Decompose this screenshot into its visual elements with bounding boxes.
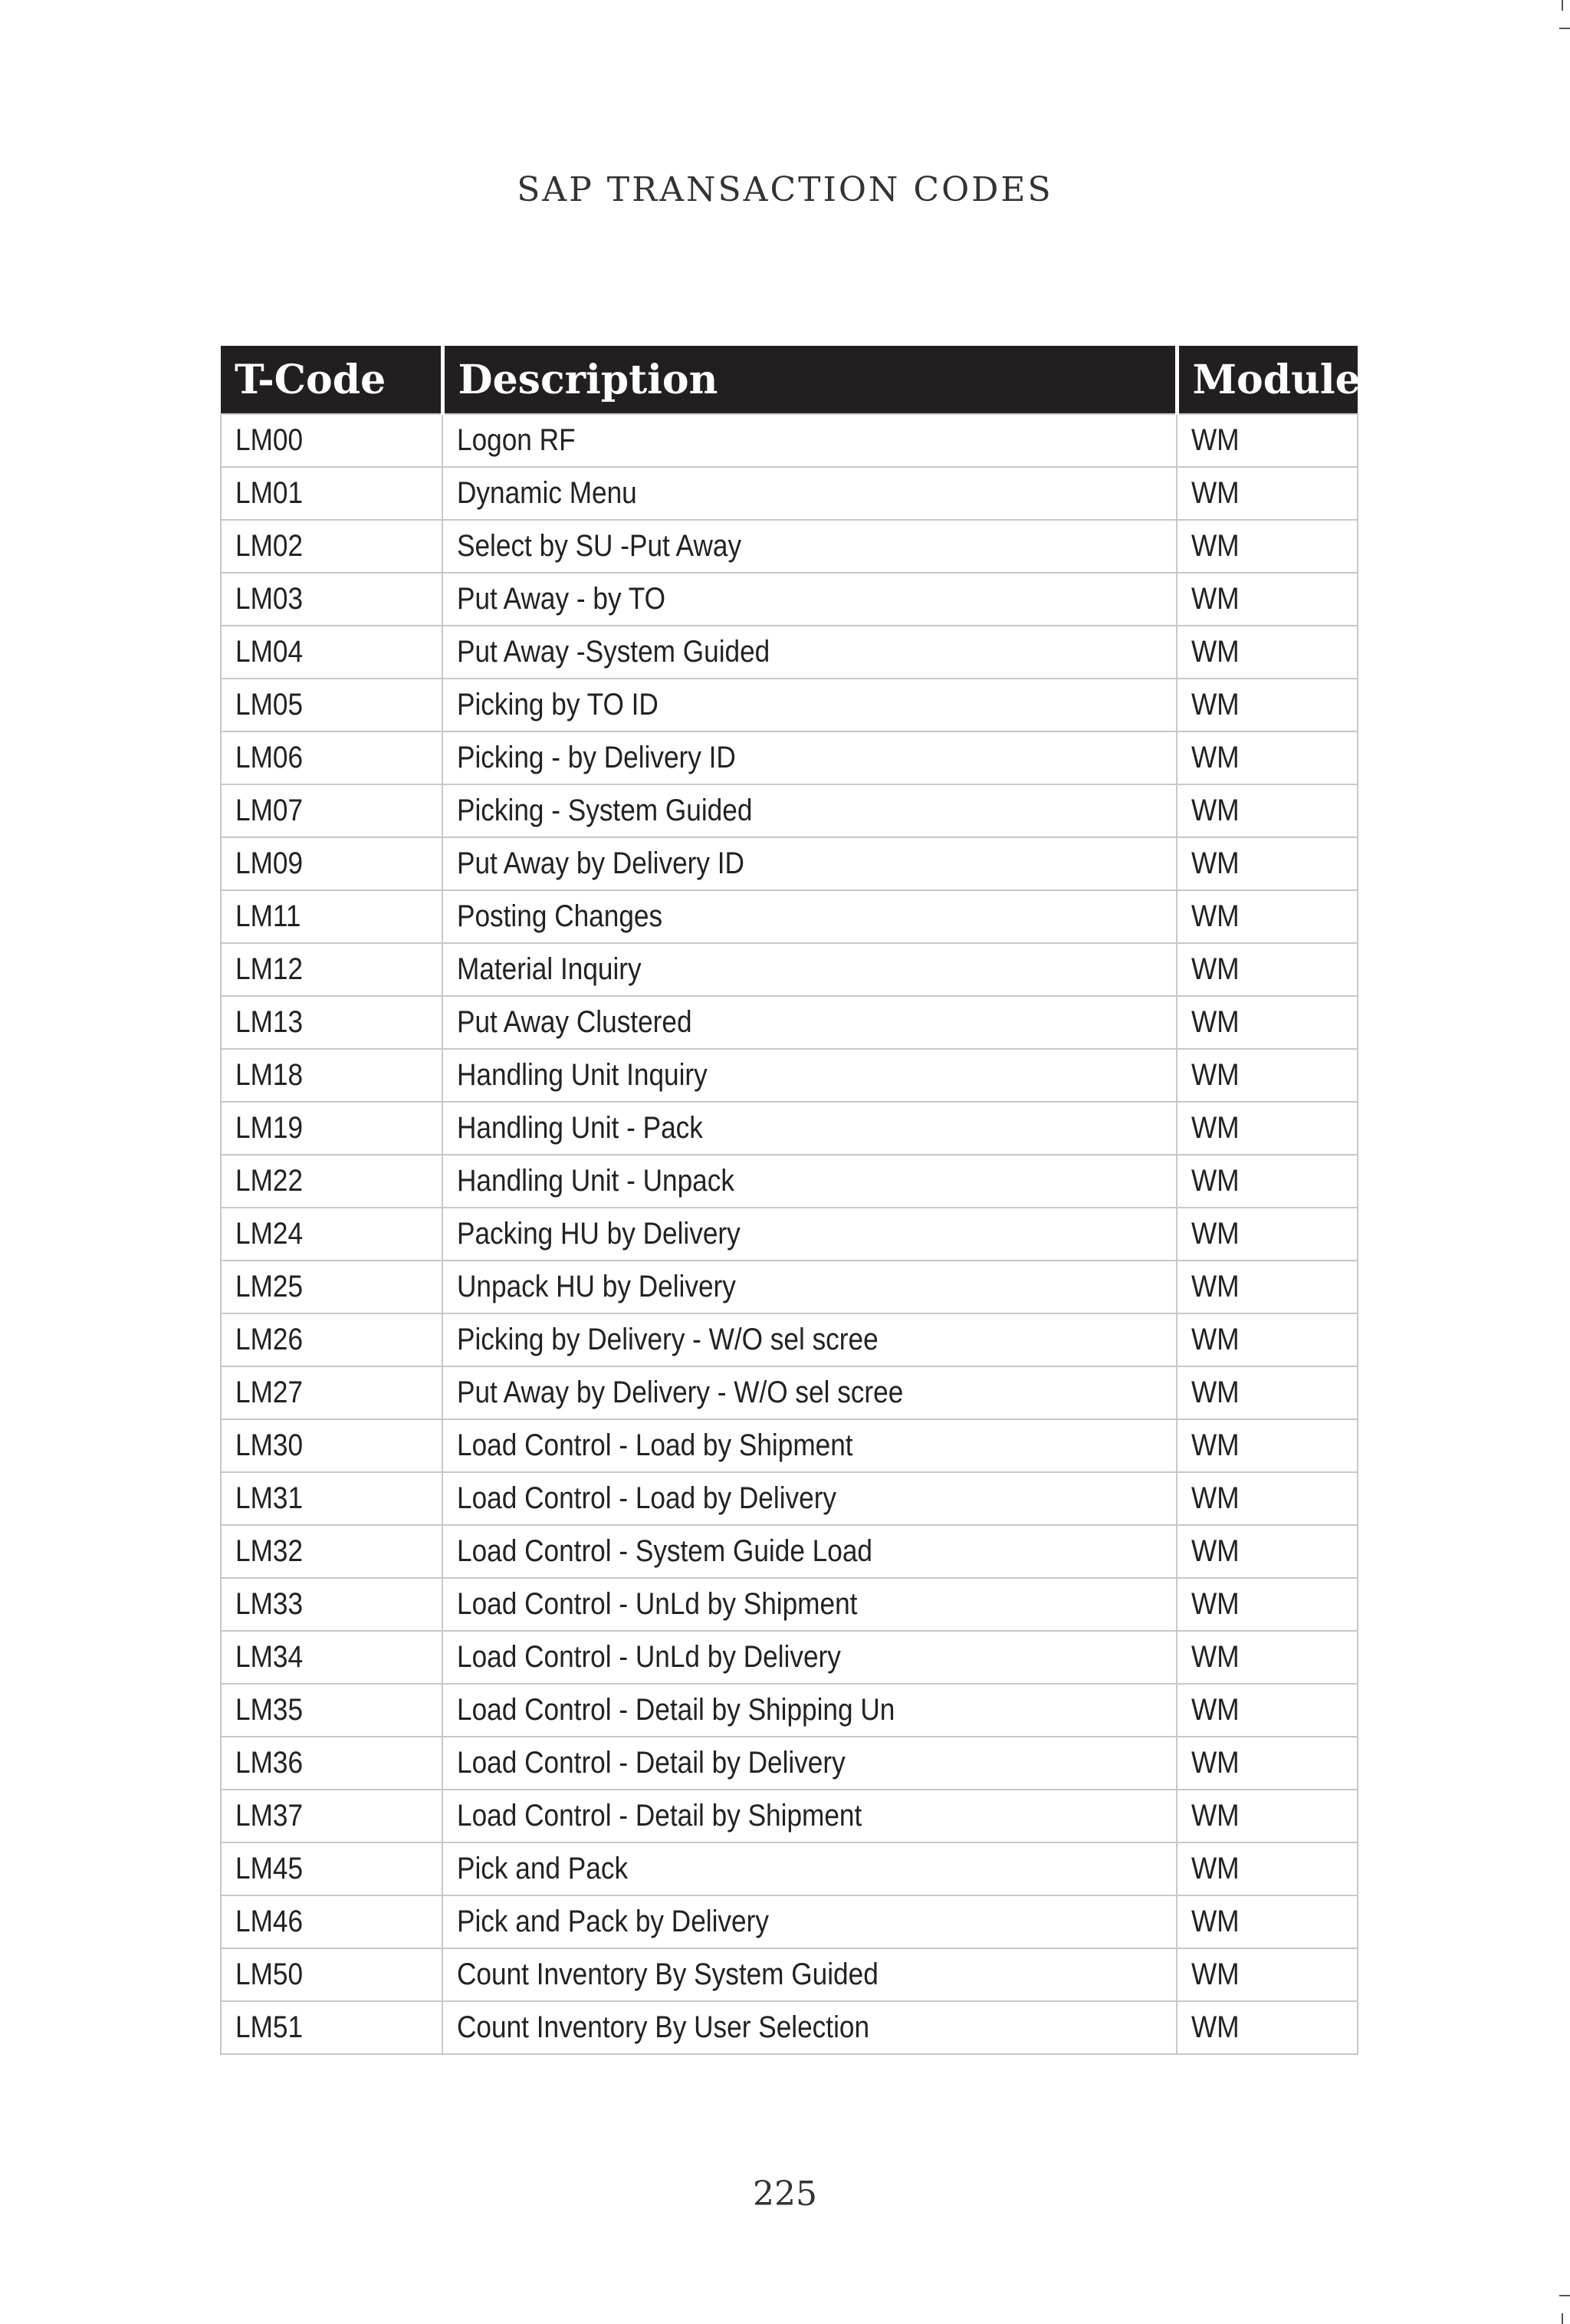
description-text: Count Inventory By User Selection	[457, 2010, 870, 2044]
table-row	[221, 414, 1358, 467]
tcode-text: LM02	[235, 529, 304, 563]
description-cell	[442, 1631, 1177, 1684]
description-cell	[442, 784, 1177, 837]
module-text: WM	[1191, 476, 1240, 510]
tcode-cell	[221, 1578, 442, 1631]
table-row	[221, 1366, 1358, 1419]
module-cell	[1177, 1261, 1358, 1313]
table-body	[221, 414, 1358, 2054]
description-cell	[442, 1049, 1177, 1102]
description-text: Load Control - Load by Delivery	[457, 1481, 837, 1515]
tcode-cell	[221, 1208, 442, 1261]
description-cell	[442, 1472, 1177, 1525]
description-cell	[442, 943, 1177, 996]
tcode-cell	[221, 890, 442, 943]
table-row	[221, 1102, 1358, 1155]
tcode-text: LM24	[235, 1217, 304, 1251]
tcode-text: LM27	[235, 1376, 304, 1409]
description-cell	[442, 1366, 1177, 1419]
crop-mark-top-right-horizontal	[1559, 28, 1570, 29]
module-cell	[1177, 1737, 1358, 1790]
description-text: Put Away by Delivery ID	[457, 846, 744, 880]
transaction-codes-table	[220, 346, 1361, 2055]
module-text: WM	[1191, 1428, 1240, 1462]
table-row	[221, 1525, 1358, 1578]
module-cell	[1177, 1472, 1358, 1525]
description-text: Unpack HU by Delivery	[457, 1270, 736, 1303]
table-row	[221, 1684, 1358, 1737]
tcode-text: LM51	[235, 2010, 304, 2044]
description-cell	[442, 626, 1177, 679]
description-text: Posting Changes	[457, 899, 663, 933]
tcode-cell	[221, 943, 442, 996]
module-text: WM	[1191, 1376, 1240, 1409]
table-row	[221, 573, 1358, 626]
tcode-cell	[221, 573, 442, 626]
tcode-text: LM06	[235, 741, 304, 774]
module-text: WM	[1191, 582, 1240, 616]
description-text: Load Control - UnLd by Delivery	[457, 1640, 841, 1674]
table-row	[221, 1948, 1358, 2001]
tcode-cell	[221, 626, 442, 679]
crop-mark-bottom-right-horizontal	[1559, 2295, 1570, 2296]
tcode-cell	[221, 1049, 442, 1102]
crop-mark-top-right-vertical	[1562, 0, 1563, 11]
description-text: Picking - System Guided	[457, 794, 753, 827]
tcode-text: LM46	[235, 1905, 304, 1938]
table-row	[221, 679, 1358, 731]
description-text: Put Away - by TO	[457, 582, 665, 616]
module-text: WM	[1191, 1058, 1240, 1092]
module-text: WM	[1191, 1323, 1240, 1356]
tcode-cell	[221, 1102, 442, 1155]
tcode-cell	[221, 467, 442, 520]
table-row	[221, 520, 1358, 573]
module-text: WM	[1191, 1534, 1240, 1568]
description-cell	[442, 996, 1177, 1049]
tcode-text: LM09	[235, 846, 304, 880]
table-row	[221, 784, 1358, 837]
table-row	[221, 1895, 1358, 1948]
tcode-text: LM22	[235, 1164, 304, 1198]
description-text: Put Away by Delivery - W/O sel scree	[457, 1376, 904, 1409]
description-text: Load Control - Detail by Delivery	[457, 1746, 846, 1780]
tcode-cell	[221, 1472, 442, 1525]
module-text: WM	[1191, 529, 1240, 563]
table-row	[221, 1578, 1358, 1631]
description-text: Put Away Clustered	[457, 1005, 692, 1039]
tcode-cell	[221, 1842, 442, 1895]
description-cell	[442, 1737, 1177, 1790]
module-cell	[1177, 1155, 1358, 1208]
tcode-text: LM13	[235, 1005, 304, 1039]
description-text: Logon RF	[457, 423, 576, 457]
tcode-text: LM11	[235, 899, 301, 933]
module-cell	[1177, 1525, 1358, 1578]
description-cell	[442, 1895, 1177, 1948]
tcode-cell	[221, 784, 442, 837]
tcode-cell	[221, 679, 442, 731]
tcode-cell	[221, 2001, 442, 2054]
table-row	[221, 1631, 1358, 1684]
module-cell	[1177, 1790, 1358, 1842]
tcode-text: LM19	[235, 1111, 304, 1145]
tcode-cell	[221, 837, 442, 890]
description-cell	[442, 1261, 1177, 1313]
tcode-cell	[221, 1525, 442, 1578]
module-text: WM	[1191, 1799, 1240, 1833]
description-cell	[442, 467, 1177, 520]
module-cell	[1177, 1049, 1358, 1102]
table-row	[221, 1049, 1358, 1102]
table-row	[221, 837, 1358, 890]
description-text: Picking by Delivery - W/O sel scree	[457, 1323, 879, 1356]
description-cell	[442, 1102, 1177, 1155]
tcode-text: LM30	[235, 1428, 304, 1462]
tcode-cell	[221, 731, 442, 784]
module-text: WM	[1191, 1111, 1240, 1145]
module-cell	[1177, 837, 1358, 890]
description-text: Material Inquiry	[457, 952, 642, 986]
tcode-text: LM18	[235, 1058, 304, 1092]
description-cell	[442, 1578, 1177, 1631]
table-row	[221, 1155, 1358, 1208]
module-cell	[1177, 784, 1358, 837]
module-text: WM	[1191, 1693, 1240, 1727]
tcode-text: LM26	[235, 1323, 304, 1356]
tcode-cell	[221, 996, 442, 1049]
description-cell	[442, 890, 1177, 943]
description-text: Load Control - Detail by Shipping Un	[457, 1693, 895, 1727]
module-cell	[1177, 2001, 1358, 2054]
tcode-text: LM50	[235, 1957, 304, 1991]
description-cell	[442, 573, 1177, 626]
tcode-text: LM12	[235, 952, 304, 986]
tcode-text: LM45	[235, 1852, 304, 1885]
tcode-text: LM04	[235, 635, 304, 669]
description-text: Handling Unit Inquiry	[457, 1058, 708, 1092]
table-row	[221, 1313, 1358, 1366]
module-cell	[1177, 1684, 1358, 1737]
description-text: Load Control - Detail by Shipment	[457, 1799, 862, 1833]
tcode-text: LM34	[235, 1640, 304, 1674]
table-row	[221, 1472, 1358, 1525]
table-row	[221, 2001, 1358, 2054]
description-text: Handling Unit - Unpack	[457, 1164, 734, 1198]
tcode-cell	[221, 1684, 442, 1737]
module-cell	[1177, 1208, 1358, 1261]
table-row	[221, 1419, 1358, 1472]
module-cell	[1177, 679, 1358, 731]
description-cell	[442, 1208, 1177, 1261]
tcode-cell	[221, 1790, 442, 1842]
description-cell	[442, 731, 1177, 784]
tcode-cell	[221, 1948, 442, 2001]
tcode-cell	[221, 1419, 442, 1472]
description-cell	[442, 1842, 1177, 1895]
module-text: WM	[1191, 635, 1240, 669]
tcode-cell	[221, 1895, 442, 1948]
module-cell	[1177, 467, 1358, 520]
module-text: WM	[1191, 1852, 1240, 1885]
module-text: WM	[1191, 1640, 1240, 1674]
tcode-cell	[221, 1366, 442, 1419]
tcode-text: LM05	[235, 688, 304, 722]
tcode-cell	[221, 1313, 442, 1366]
module-cell	[1177, 1366, 1358, 1419]
module-cell	[1177, 1419, 1358, 1472]
description-cell	[442, 2001, 1177, 2054]
table-row	[221, 731, 1358, 784]
module-text: WM	[1191, 741, 1240, 774]
module-text: WM	[1191, 423, 1240, 457]
description-cell	[442, 1155, 1177, 1208]
tcode-cell	[221, 520, 442, 573]
module-cell	[1177, 1948, 1358, 2001]
description-cell	[442, 679, 1177, 731]
tcode-text: LM07	[235, 794, 304, 827]
module-cell	[1177, 890, 1358, 943]
module-text: WM	[1191, 952, 1240, 986]
table-row	[221, 1261, 1358, 1313]
module-cell	[1177, 1842, 1358, 1895]
description-text: Picking - by Delivery ID	[457, 741, 736, 774]
tcode-text: LM35	[235, 1693, 304, 1727]
description-text: Picking by TO ID	[457, 688, 659, 722]
table-row	[221, 1842, 1358, 1895]
module-text: WM	[1191, 846, 1240, 880]
description-cell	[442, 1525, 1177, 1578]
description-cell	[442, 1790, 1177, 1842]
description-text: Load Control - Load by Shipment	[457, 1428, 853, 1462]
crop-mark-bottom-right-vertical	[1562, 2313, 1563, 2324]
tcode-text: LM25	[235, 1270, 304, 1303]
tcode-text: LM37	[235, 1799, 304, 1833]
table-row	[221, 890, 1358, 943]
module-cell	[1177, 996, 1358, 1049]
module-text: WM	[1191, 688, 1240, 722]
module-cell	[1177, 1313, 1358, 1366]
running-head: SAP TRANSACTION CODES	[517, 170, 1053, 209]
tcode-text: LM31	[235, 1481, 304, 1515]
module-cell	[1177, 1102, 1358, 1155]
tcode-cell	[221, 1631, 442, 1684]
description-text: Put Away -System Guided	[457, 635, 770, 669]
description-text: Select by SU -Put Away	[457, 529, 742, 563]
module-text: WM	[1191, 1957, 1240, 1991]
module-cell	[1177, 520, 1358, 573]
table-row	[221, 1737, 1358, 1790]
column-header-description: Description	[442, 346, 1177, 414]
tcode-cell	[221, 1155, 442, 1208]
tcode-text: LM36	[235, 1746, 304, 1780]
table-header-row	[221, 346, 1358, 414]
table-row	[221, 996, 1358, 1049]
module-cell	[1177, 1631, 1358, 1684]
description-cell	[442, 1684, 1177, 1737]
table-row	[221, 626, 1358, 679]
column-header-tcode: T-Code	[221, 346, 442, 414]
page-number: 225	[753, 2174, 817, 2214]
module-cell	[1177, 943, 1358, 996]
table-row	[221, 467, 1358, 520]
tcode-cell	[221, 414, 442, 467]
description-text: Load Control - System Guide Load	[457, 1534, 872, 1568]
module-text: WM	[1191, 1905, 1240, 1938]
module-text: WM	[1191, 2010, 1240, 2044]
module-text: WM	[1191, 1217, 1240, 1251]
module-text: WM	[1191, 899, 1240, 933]
column-header-module: Module	[1177, 346, 1358, 414]
tcode-cell	[221, 1261, 442, 1313]
module-cell	[1177, 1895, 1358, 1948]
module-text: WM	[1191, 1746, 1240, 1780]
module-text: WM	[1191, 1587, 1240, 1621]
description-text: Handling Unit - Pack	[457, 1111, 703, 1145]
tcode-cell	[221, 1737, 442, 1790]
module-text: WM	[1191, 794, 1240, 827]
tcode-text: LM00	[235, 423, 304, 457]
description-text: Load Control - UnLd by Shipment	[457, 1587, 858, 1621]
module-cell	[1177, 414, 1358, 467]
module-text: WM	[1191, 1270, 1240, 1303]
module-text: WM	[1191, 1164, 1240, 1198]
description-cell	[442, 1419, 1177, 1472]
module-cell	[1177, 626, 1358, 679]
description-text: Count Inventory By System Guided	[457, 1957, 879, 1991]
module-text: WM	[1191, 1481, 1240, 1515]
tcode-text: LM01	[235, 476, 304, 510]
module-cell	[1177, 1578, 1358, 1631]
module-cell	[1177, 731, 1358, 784]
tcode-text: LM03	[235, 582, 304, 616]
tcode-text: LM32	[235, 1534, 304, 1568]
table-row	[221, 943, 1358, 996]
description-text: Pick and Pack	[457, 1852, 629, 1885]
table-row	[221, 1790, 1358, 1842]
module-cell	[1177, 573, 1358, 626]
description-cell	[442, 1948, 1177, 2001]
module-text: WM	[1191, 1005, 1240, 1039]
table-row	[221, 1208, 1358, 1261]
description-text: Dynamic Menu	[457, 476, 637, 510]
tcode-text: LM33	[235, 1587, 304, 1621]
description-cell	[442, 837, 1177, 890]
description-cell	[442, 520, 1177, 573]
description-cell	[442, 414, 1177, 467]
description-cell	[442, 1313, 1177, 1366]
description-text: Packing HU by Delivery	[457, 1217, 741, 1251]
description-text: Pick and Pack by Delivery	[457, 1905, 769, 1938]
